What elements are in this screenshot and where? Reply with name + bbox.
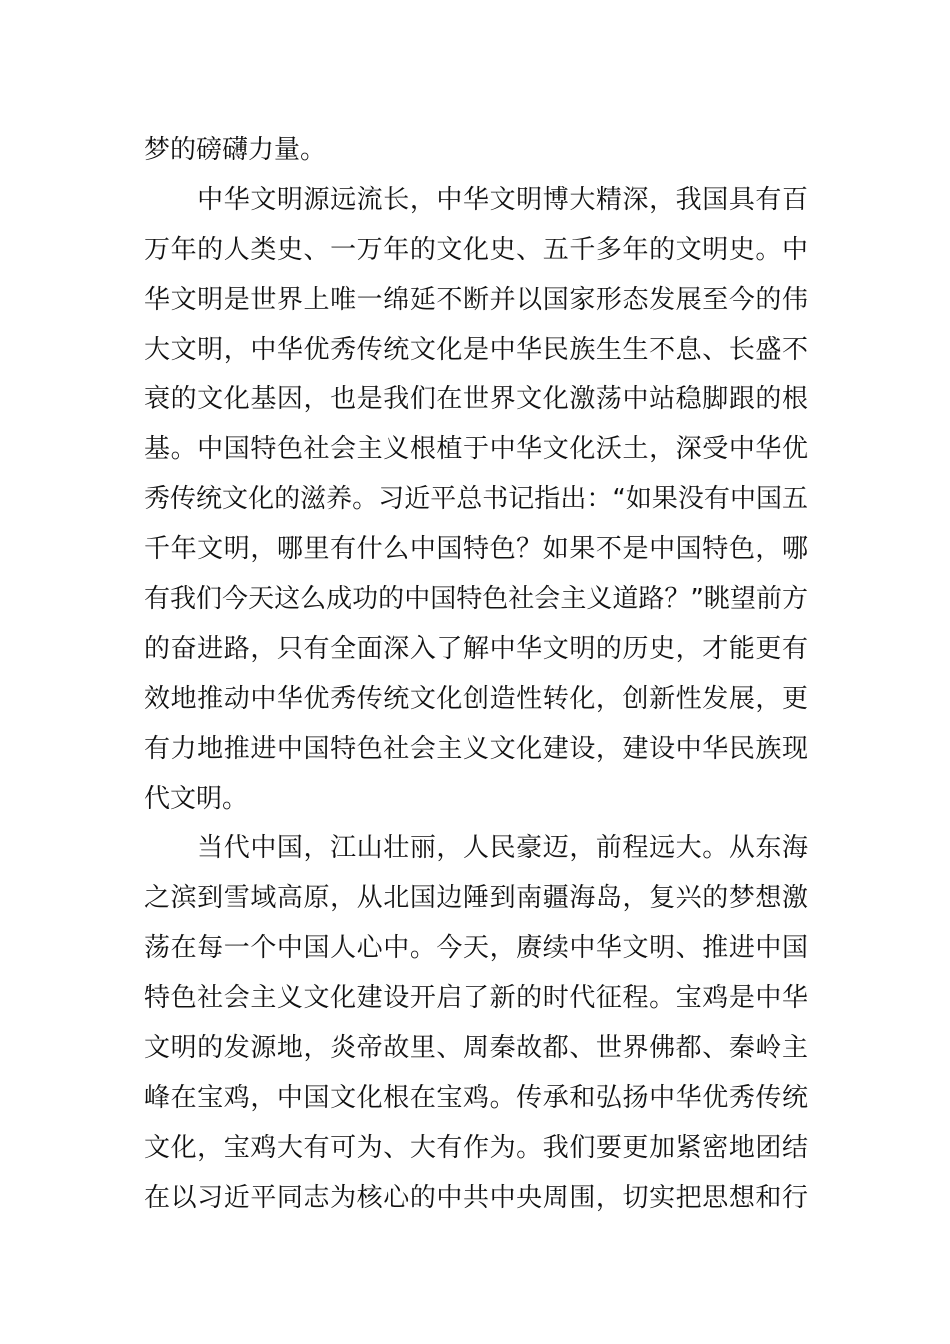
text-line: 千年文明，哪里有什么中国特色？如果不是中国特色，哪 (144, 534, 808, 565)
text-line: 万年的人类史、一万年的文化史、五千多年的文明史。中 (144, 234, 808, 265)
text-line: 有我们今天这么成功的中国特色社会主义道路？”眺望前方 (144, 584, 808, 615)
text-line: 文明的发源地，炎帝故里、周秦故都、世界佛都、秦岭主 (144, 1033, 808, 1064)
text-line: 有力地推进中国特色社会主义文化建设，建设中华民族现 (144, 733, 808, 764)
text-line: 华文明是世界上唯一绵延不断并以国家形态发展至今的伟 (144, 284, 808, 315)
text-line: 特色社会主义文化建设开启了新的时代征程。宝鸡是中华 (144, 983, 808, 1014)
text-line: 文化，宝鸡大有可为、大有作为。我们要更加紧密地团结 (144, 1132, 808, 1163)
text-line: 大文明，中华优秀传统文化是中华民族生生不息、长盛不 (144, 334, 808, 365)
text-line: 之滨到雪域高原，从北国边陲到南疆海岛，复兴的梦想激 (144, 883, 808, 914)
text-line: 代文明。 (144, 783, 249, 814)
text-line: 峰在宝鸡，中国文化根在宝鸡。传承和弘扬中华优秀传统 (144, 1082, 808, 1113)
text-line: 基。中国特色社会主义根植于中华文化沃土，深受中华优 (144, 434, 808, 465)
body-text (144, 126, 808, 1224)
text-line: 当代中国，江山壮丽，人民豪迈，前程远大。从东海 (144, 833, 808, 864)
text-line: 中华文明源远流长，中华文明博大精深，我国具有百 (144, 184, 808, 215)
text-line: 衰的文化基因，也是我们在世界文化激荡中站稳脚跟的根 (144, 384, 808, 415)
text-line: 在以习近平同志为核心的中共中央周围，切实把思想和行 (144, 1182, 808, 1213)
text-line: 荡在每一个中国人心中。今天，赓续中华文明、推进中国 (144, 933, 808, 964)
text-line: 秀传统文化的滋养。习近平总书记指出：“如果没有中国五 (144, 484, 808, 515)
text-line: 的奋进路，只有全面深入了解中华文明的历史，才能更有 (144, 633, 808, 664)
text-line: 效地推动中华优秀传统文化创造性转化，创新性发展，更 (144, 683, 808, 714)
text-line: 梦的磅礴力量。 (144, 135, 327, 165)
